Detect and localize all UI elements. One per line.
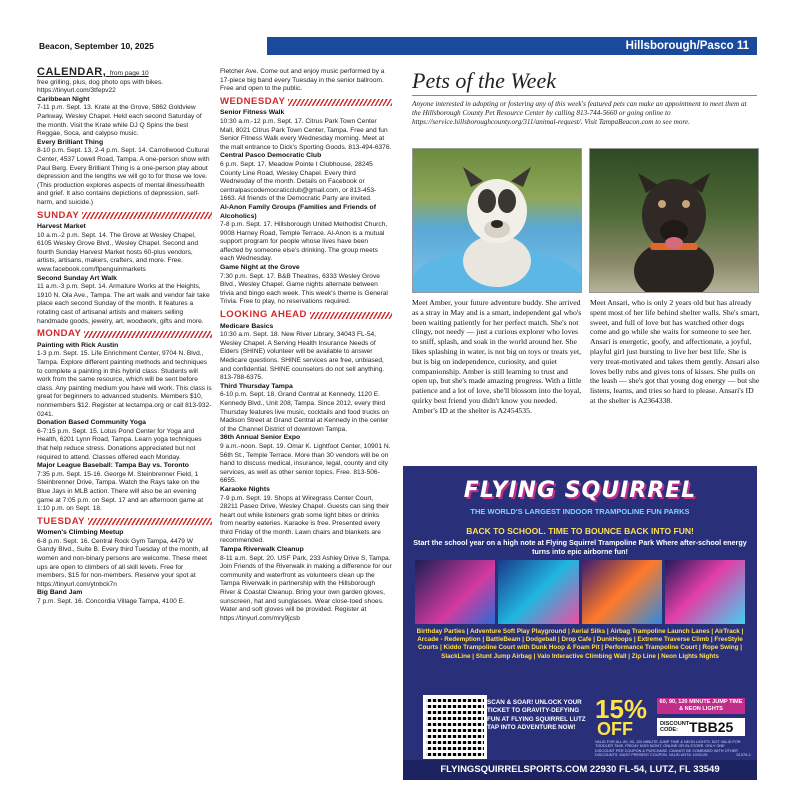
event-title: Senior Fitness Walk bbox=[220, 109, 285, 117]
pets-of-the-week bbox=[412, 68, 760, 415]
calendar-intro: free grilling, plus, dog photo ops with bikes. https://tinyurl.com/3tfepv22 bbox=[37, 78, 164, 95]
event-body: 7 p.m. Sept. 16. Concordia Village Tampa, 4100 E. bbox=[37, 598, 185, 606]
event-body: 6 p.m. Sept. 17. Meadow Pointe I Clubhouse, 28245 County Line Road, Wesley Chapel. Every third Wednesday of the month. Details on Facebook or centralpascodemocraticclub@gmail.com, or 813-453-1663. All friends of the Democratic Party are invited. bbox=[220, 160, 377, 203]
section-bar bbox=[267, 37, 757, 55]
event-title: Harvest Market bbox=[37, 223, 86, 231]
photo-ansari bbox=[589, 148, 759, 293]
event-title: Tampa Riverwalk Cleanup bbox=[220, 546, 304, 554]
ad-brand-logo: FLYING SQUIRREL bbox=[463, 478, 697, 503]
divider bbox=[412, 95, 757, 96]
section-sunday: SUNDAY bbox=[37, 212, 212, 221]
event-body: 9 a.m.-noon. Sept. 19. Omar K. Lightfoot Center, 10901 N. 56th St., Temple Terrace. More than 30 vendors will be on hand to discuss medical, insurance, legal, county and city services, as well as other senior topics. Free. 813-506-6655. bbox=[220, 442, 391, 485]
flying-squirrel-ad[interactable] bbox=[403, 466, 757, 780]
event-body: 11 a.m.-3 p.m. Sept. 14. Armature Works at the Heights, 1910 N. Ola Ave., Tampa. The art walk and vendor fair take place each second Sunday of the month. It features a rotating cast of artisanal artists and makers selling handmade goods, jewelry, art, woodwork, gifts and more. bbox=[37, 283, 210, 325]
promo-tag: 60, 90, 120 MINUTE JUMP TIME & NEON LIGHTS bbox=[657, 698, 745, 714]
section-tuesday: TUESDAY bbox=[37, 518, 212, 527]
section-monday: MONDAY bbox=[37, 330, 212, 339]
event-title: Women's Climbing Meetup bbox=[37, 529, 124, 537]
ad-tagline: THE WORLD'S LARGEST INDOOR TRAMPOLINE FUN PARKS bbox=[470, 507, 690, 516]
ad-headline: BACK TO SCHOOL. TIME TO BOUNCE BACK INTO FUN! bbox=[466, 526, 694, 536]
event-body: 6-7:15 p.m. Sept. 15. Lotus Pond Center for Yoga and Health, 6201 Lynn Road, Tampa. Learn yoga techniques that help reduce stress. Donations appreciated but not required to attend. Classes offered each Monday. bbox=[37, 427, 202, 461]
calendar-column-2 bbox=[220, 68, 392, 623]
amber-description: Meet Amber, your future adventure buddy. She arrived as a stray in May and is a smart, independent gal who's been waiting patiently for her perfect match. She's not clingy, not needy — just a curious explorer who loves to sniff, splash, and soak in the world around her. She likes splashing in water, is not big on toys or treats yet, but is big on independence, curiosity, and quiet companionship. Amber is still learning to trust and open up, but she's made amazing progress. With a little patience and a lot of love, she'll blossom into the loyal, quirky best friend you didn't know you needed. Amber's ID at the shelter is A2454535. bbox=[412, 298, 582, 415]
event-body: 7:30 p.m. Sept. 17. B&B Theatres, 6333 Wesley Grove Blvd., Wesley Chapel. Game nights alternate between trivia and bingo each week. This week's theme is General Trivia. Free to play, no reservations required. bbox=[220, 272, 388, 306]
ad-photo bbox=[665, 560, 745, 624]
event-title: Every Brilliant Thing bbox=[37, 138, 104, 146]
discount-code: TBB25 bbox=[689, 719, 734, 735]
event-body: 8-11 a.m. Sept. 20. USF Park, 233 Ashley Drive S, Tampa. Join Friends of the Riverwalk in making a difference for our community and waterfront as volunteers clean up the Tampa Riverwalk in partnership with the Hillsborough River & Coastal Cleanup. Bring your own garden gloves, sunscreen, hat and sunglasses. Wear close-toed shoes. Water and soft gloves will be provided. Register at https://tinyurl.com/mry9jcsb bbox=[220, 554, 392, 622]
qr-code[interactable] bbox=[423, 695, 487, 759]
continued-note: from page 10 bbox=[109, 70, 149, 77]
event-title: Central Pasco Democratic Club bbox=[220, 152, 322, 160]
event-body: 6-10 p.m. Sept. 18. Grand Central at Kennedy, 1120 E. Kennedy Blvd., Unit 208, Tampa. Since 2012, every third Thursday features live music, cocktails and food trucks on Madison Street at Grand Central at Kennedy in the center of the Channel District of downtown Tampa. bbox=[220, 391, 389, 433]
dog-in-pool-illustration bbox=[413, 149, 581, 292]
event-title: Al-Anon Family Groups (Families and Friends of Alcoholics) bbox=[220, 203, 376, 220]
issue-date: Beacon, September 10, 2025 bbox=[39, 41, 154, 51]
event-title: Major League Baseball: Tampa Bay vs. Toronto bbox=[37, 462, 189, 470]
fine-print: VALID FOR ALL 60, 90, 120 MINUTE JUMP TIME & NEON LIGHTS. NOT VALID FOR TODDLER TIME, FRIDAY KIDS NIGHT, ONLINE OR IN-STORE. ONLY ONE DISCOUNT PER COUPON & PURCHASE. CANNOT BE COMBINED WITH OTHER DISCOUNTS. MUST PRESENT COUPON. VALID UNTIL 10/31/25. bbox=[595, 740, 741, 758]
event-body: 7-8 p.m. Sept. 17. Hillsborough United Methodist Church, 9008 Harney Road, Temple Terrace. Al-Anon is a mutual support program for people whose lives have been affected by someone else's drinking. The group meets each Wednesday. bbox=[220, 221, 388, 263]
event-body: 10:30 a.m.-12 p.m. Sept. 17. Citrus Park Town Center Mall, 8021 Citrus Park Town Center, Tampa. Free and fun Senior Fitness Walk every Wednesday morning. Meet at the mall entrance to Dick's Sporting Goods. 813-494-6376. bbox=[220, 117, 392, 151]
event-title: Karaoke Nights bbox=[220, 485, 270, 493]
event-title: Painting with Rick Austin bbox=[37, 341, 119, 349]
event-body: 7-11 p.m. Sept. 13. Krate at the Grove, 5862 Goldview Parkway, Wesley Chapel. Held each second Saturday of the month. Visit the Krate while DJ Q Spins the best Reggae, Soca, and calypso music. bbox=[37, 104, 202, 138]
ad-subheadline: Start the school year on a high note at Flying Squirrel Trampoline Park Where after-school energy turns into epic airborne fun! bbox=[413, 538, 747, 556]
event-body: 8-10 p.m. Sept. 13, 2-4 p.m. Sept. 14. Carrollwood Cultural Center, 4537 Lowell Road, Tampa. A one-person show with Paul Berg. Every Brilliant Thing is a one-person play about depression and the lengths we will go to for those we love. (This production explores aspects of mental illness/health and grief. It also contains depictions of depression, self-harm, and suicide.) bbox=[37, 147, 210, 206]
event-title: Caribbean Night bbox=[37, 95, 90, 103]
event-title: Third Thursday Tampa bbox=[220, 382, 293, 390]
ad-amenities: Birthday Parties | Adventure Soft Play Playground | Aerial Silks | Airbag Trampoline Launch Lanes | AirTrack | Arcade - Redemption | BattleBeam | Dodgeball | Drop Cafe | DunkHoops | Extreme Traverse Climb | FreeStyle Courts | Kiddo Trampoline Court with Dunk Hoop & Foam Pit | Performance Trampoline Court | Rope Swing | SlackLine | Stunt Jump Airbag | Valo Interactive Climbing Wall | Zip Line | Neon Lights Nights bbox=[416, 628, 744, 660]
ad-photo bbox=[582, 560, 662, 624]
event-body: 1-3 p.m. Sept. 15. Life Enrichment Center, 9704 N. Blvd., Tampa. Explore different painting methods and techniques to complete a painting in this hybrid class. Students will work from the same resource, which will be sent before class. Any painting medium you have will work. This class is great for beginners to advanced students. Members $10, nonmembers $12. Register at lectampa.org or call 813-932-0241. bbox=[37, 350, 212, 418]
event-title: Medicare Basics bbox=[220, 322, 274, 330]
ad-photo-strip bbox=[415, 560, 745, 624]
pets-intro: Anyone interested in adopting or fostering any of this week's featured pets can make an appointment to meet them at the Hillsborough County Pet Resource Center by calling 813-744-5660 or going online to https://service.hillsboroughcounty.org/311/animal-request/. Visit TampaBeacon.com to see more. bbox=[412, 100, 747, 126]
event-title: Game Night at the Grove bbox=[220, 264, 300, 272]
ad-scan-text: SCAN & SOAR! UNLOCK YOUR TICKET TO GRAVITY-DEFYING FUN AT FLYING SQUIRREL LUTZ TAP INTO ADVENTURE NOW! bbox=[487, 699, 586, 731]
event-body: 7-9 p.m. Sept. 19. Shops at Wiregrass Center Court, 28211 Paseo Drive, Wesley Chapel. Guests can sing their heart out while listeners grab some light bites or drinks from nearby eateries. Karaoke is free. Presented every third Friday of the month. Lawn chairs and blankets are recommended. bbox=[220, 494, 390, 545]
discount-code-label: DISCOUNT CODE: bbox=[660, 721, 690, 734]
ad-footer-url[interactable]: FLYINGSQUIRRELSPORTS.COM 22930 FL-54, LUTZ, FL 33549 bbox=[403, 760, 757, 780]
page-header bbox=[37, 37, 757, 55]
dog-on-grass-illustration bbox=[590, 149, 758, 292]
discount-off: OFF bbox=[597, 719, 633, 739]
event-body: 6-8 p.m. Sept. 16. Central Rock Gym Tampa, 4479 W Gandy Blvd., Suite B. Every third Tuesday of the month, all women and non-binary persons are welcome. These meet ups are open to climbers of all skill levels. Free for members, $15 for non-members. Reserve your spot at https://tinyurl.com/ytnbck7n bbox=[37, 537, 209, 588]
photo-amber bbox=[412, 148, 582, 293]
event-title: Second Sunday Art Walk bbox=[37, 274, 117, 282]
event-body: 7:35 p.m. Sept. 15-16. George M. Steinbrenner Field, 1 Steinbrenner Drive, Tampa. Watch the Rays take on the Blue Jays in MLB action. There will also be an evening game at 7:05 p.m. on Sept. 17 and an afternoon game at 1:10 p.m. on Sept. 18. bbox=[37, 470, 204, 513]
event-body: 10 a.m.-2 p.m. Sept. 14. The Grove at Wesley Chapel, 6105 Wesley Grove Blvd., Wesley Chapel. Second and fourth Sunday Harvest Market hosts 60-plus vendors, artists, artisans, makers, crafters, and more. Free. www.facebook.com/flpenguinmarkets bbox=[37, 231, 199, 274]
event-body: 10:30 a.m. Sept. 18. New River Library, 34043 FL-54, Wesley Chapel. A Serving Health Insurance Needs of Elders (SHINE) volunteer will be available to answer Medicare questions. SHINE services are free, unbiased, and confidential. SHINE counselors do not sell anything. 813-788-6375. bbox=[220, 331, 385, 382]
event-title: Big Band Jam bbox=[37, 589, 83, 597]
ad-photo bbox=[415, 560, 495, 624]
discount-code-box bbox=[657, 718, 745, 736]
pets-title: Pets of the Week bbox=[412, 68, 556, 93]
event-title: 36th Annual Senior Expo bbox=[220, 434, 301, 442]
calendar-heading: CALENDAR, from page 10 bbox=[37, 66, 149, 78]
event-body-continued: Fletcher Ave. Come out and enjoy music performed by a 17-piece big band every Tuesday in the senior ballroom. Free and open to the public. bbox=[220, 68, 385, 93]
section-looking-ahead: LOOKING AHEAD bbox=[220, 311, 392, 320]
discount-percent: 15% bbox=[595, 694, 648, 724]
ansari-description: Meet Ansari, who is only 2 years old but has already spent most of her life behind shelter walls. She's smart, sweet, and full of love but has watched other dogs come and go while she waits for someone to see her. Ansari is energetic, goofy, and affectionate, a joyful, playful girl just bursting to live her best life. She is very treat-motivated and takes them gently. Ansari also loves belly rubs and gives tons of kisses. She pulls on the leash — she's got that young dog energy — but she listens, learns, and tries so hard to please. Ansari's ID at the shelter is A2364338. bbox=[590, 298, 760, 405]
event-title: Donation Based Community Yoga bbox=[37, 419, 146, 427]
ad-photo bbox=[498, 560, 578, 624]
calendar-column-1 bbox=[37, 68, 212, 607]
ad-reference-number: 51376-1 bbox=[736, 752, 751, 757]
section-wednesday: WEDNESDAY bbox=[220, 98, 392, 107]
section-title: Hillsborough/Pasco 11 bbox=[625, 40, 749, 52]
